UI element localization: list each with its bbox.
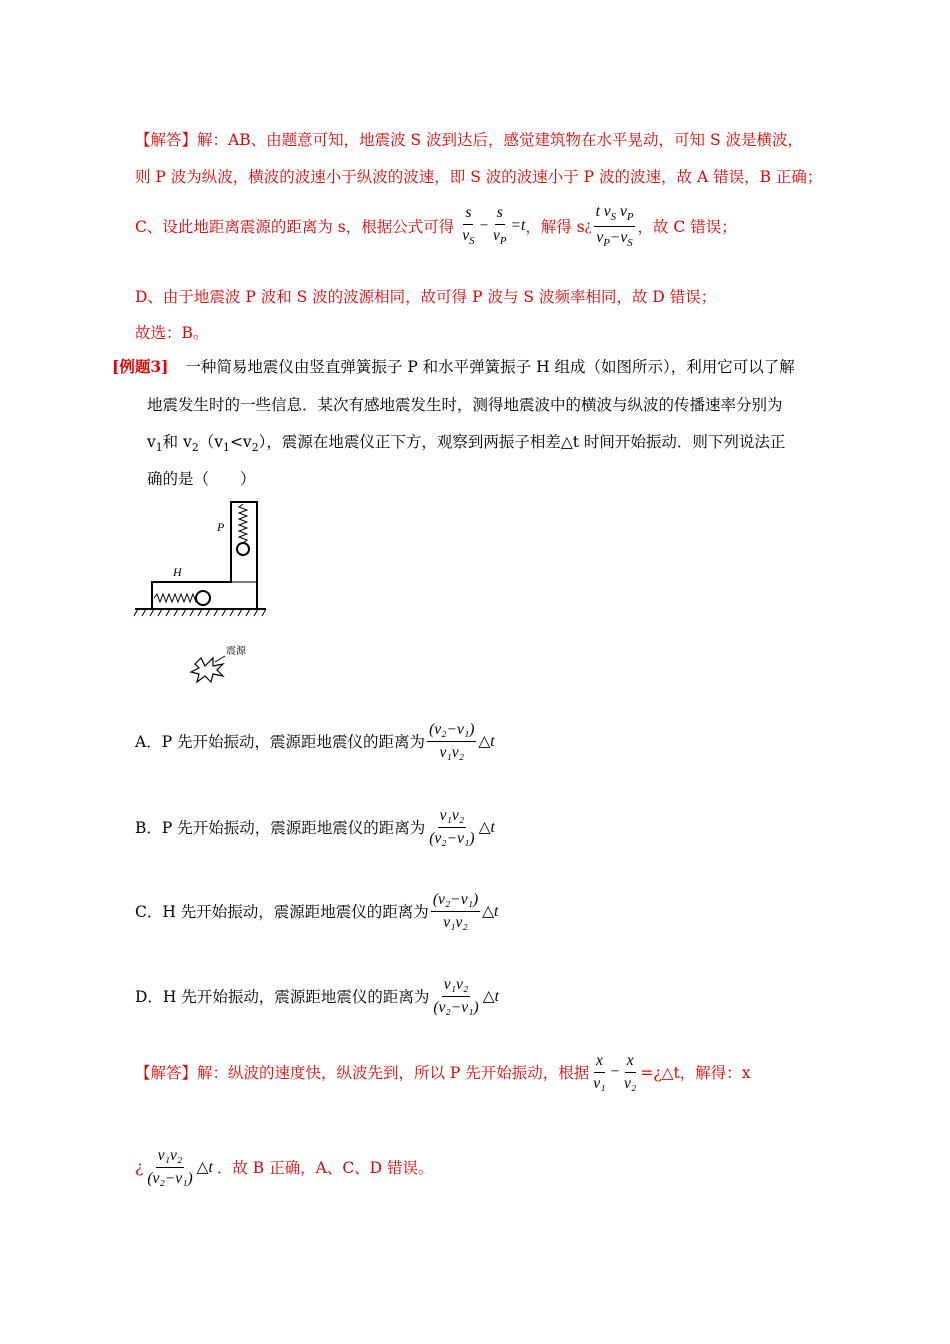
option-b-text: B．P 先开始振动，震源距地震仪的距离为 [135, 819, 426, 838]
example-line3: $v_1$和 $v_2(v_1<v_2)$，震源在地震仪正下方，观察到两振子相差△t 时间开始振动．则下列说法正 [147, 433, 786, 455]
solution1-line3 [135, 203, 737, 249]
label-p: P [217, 520, 225, 534]
option-b-frac: $\frac{\text{v₁v₂}}{\text{(v₂−v₁)}}$ [429, 807, 475, 847]
option-c-text: C．H 先开始振动，震源距地震仪的距离为 [135, 903, 429, 922]
equation-1 [458, 204, 525, 247]
solution2-eq2-frac: $\frac{\text{v₁v₂}}{\text{(v₂−v₁)}}$ [147, 1147, 193, 1187]
option-b[interactable]: B．P 先开始振动，震源距地震仪的距离为 $\frac{\text{v₁v₂}}{\text{(v₂−v₁)}}$ △t [135, 807, 495, 847]
eq2-num: t $v_S$ $v_P$ [594, 203, 636, 227]
option-c-frac: $\frac{\text{(v₂−v₁)}}{\text{v₁v₂}}$ [432, 891, 479, 931]
option-a-text: A．P 先开始振动，震源距地震仪的距离为 [135, 733, 426, 752]
solution1-line4: D、由于地震波 P 波和 S 波的波源相同，故可得 P 波与 S 波频率相同，故 D 错误； [135, 288, 717, 306]
solution2-eq-frac2: $\frac{x}{\text{v₂}}$ [624, 1052, 637, 1092]
solution1-line3-mid: ，解得 s [525, 218, 585, 237]
eq1-num1: s [463, 204, 473, 225]
eq1-minus: − [478, 217, 490, 235]
solution1-line3-pre: C、设此地距离震源的距离为 s，根据公式可得 [135, 218, 455, 237]
example-line1: [例题3] 一种简易地震仪由竖直弹簧振子 P 和水平弹簧振子 H 组成（如图所示），利用它可以了解 [112, 357, 795, 376]
option-a-frac: $\frac{\text{(v₂−v₁)}}{\text{v₁v₂}}$ [429, 721, 475, 761]
earthquake-source-icon [191, 658, 223, 682]
label-source: 震源 [226, 646, 246, 657]
solution2-line2-post: ．故 B 正确，A、C、D 错误。 [216, 1159, 434, 1178]
solution2-eq-frac1: $\frac{x}{\text{v₁}}$ [593, 1052, 606, 1092]
eq2-frac [594, 203, 636, 249]
option-d-frac: $\frac{\text{v₁v₂}}{\text{(v₂−v₁)}}$ [433, 976, 479, 1016]
example-line4: 确的是（ ） [147, 470, 256, 488]
mass-h [196, 591, 210, 605]
option-d[interactable]: D．H 先开始振动，震源距地震仪的距离为 $\frac{\text{v₁v₂}}{\text{(v₂−v₁)}}$ △t [135, 976, 499, 1016]
eq2-prefix: ¿ [584, 217, 592, 235]
option-a[interactable]: A．P 先开始振动，震源距地震仪的距离为 $\frac{\text{(v₂−v₁)}}{\text{v₁v₂}}$ △t [135, 721, 495, 761]
eq2-den: $v_P-v_S$ [596, 228, 633, 249]
solution1-line2: 则 P 波为纵波，横波的波速小于纵波的波速，即 S 波的波速小于 P 波的波速，故 A 错误，B 正确； [135, 168, 823, 186]
eq1-rhs: =t [510, 217, 526, 235]
example-line2: 地震发生时的一些信息．某次有感地震发生时，测得地震波中的横波与纵波的传播速率分别为 [147, 396, 783, 414]
equation-2 [585, 203, 638, 249]
solution2-line1: 【解答】解：纵波的速度快，纵波先到，所以 P 先开始振动，根据 $\frac{x}{\text{v₁}}$ − $\frac{x}{\text{v₂}}$ =¿△t，解得：x [135, 1052, 751, 1092]
example-tag: [例题3] [112, 357, 169, 376]
eq1-num2: s [495, 204, 505, 225]
solution2-line2: ¿ $\frac{\text{v₁v₂}}{\text{(v₂−v₁)}}$ △t ．故 B 正确，A、C、D 错误。 [135, 1147, 434, 1187]
label-h: H [173, 565, 182, 579]
option-d-text: D．H 先开始振动，震源距地震仪的距离为 [135, 988, 430, 1007]
eq1-frac1 [460, 204, 476, 247]
option-c[interactable]: C．H 先开始振动，震源距地震仪的距离为 $\frac{\text{(v₂−v₁)}}{\text{v₁v₂}}$ △t [135, 891, 499, 931]
seismograph-figure [133, 498, 268, 690]
eq1-den1: $v_S$ [462, 227, 475, 248]
solution2-line1-pre: 【解答】解：纵波的速度快，纵波先到，所以 P 先开始振动，根据 [135, 1064, 590, 1083]
solution2-line1-mid: =¿△t，解得：x [640, 1064, 751, 1083]
mass-p [237, 543, 249, 555]
solution1-line5: 故选：B。 [135, 324, 209, 342]
eq1-den2: $v_P$ [493, 227, 507, 248]
solution1-line3-post: ，故 C 错误； [637, 218, 737, 237]
eq1-frac2 [491, 204, 509, 247]
solution1-line1: 【解答】解：AB、由题意可知，地震波 S 波到达后，感觉建筑物在水平晃动，可知 S 波是横波， [135, 131, 804, 149]
ground-hatching [134, 609, 266, 616]
